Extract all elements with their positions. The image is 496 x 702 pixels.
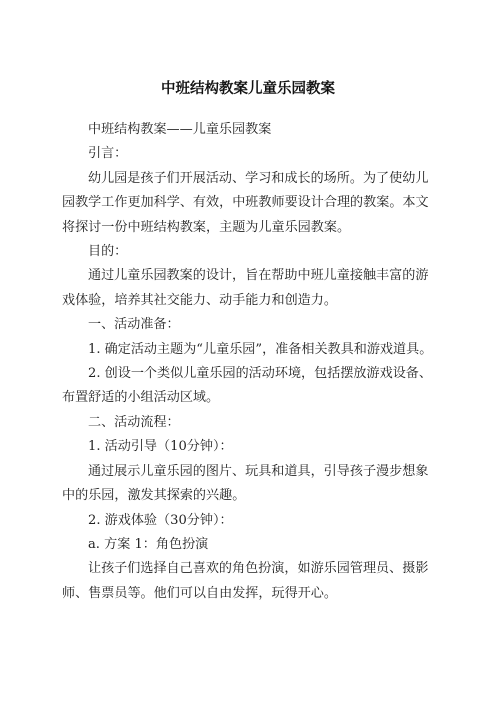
preparation-item-2: 2. 创设一个类似儿童乐园的活动环境，包括摆放游戏设备、布置舒适的小组活动区域。: [62, 366, 432, 406]
section-heading-introduction: 引言：: [88, 146, 128, 162]
section-heading-procedure: 二、活动流程：: [88, 414, 180, 430]
plan-1-paragraph: 让孩子们选择自己喜欢的角色扮演，如游乐园管理员、摄影师、售票员等。他们可以自由发挥，玩得开心。: [62, 561, 429, 601]
subtitle-paragraph: 中班结构教案——儿童乐园教案: [88, 122, 272, 137]
section-heading-purpose: 目的：: [88, 244, 128, 260]
document-body: [62, 118, 434, 606]
procedure-step-1-paragraph: 通过展示儿童乐园的图片、玩具和道具，引导孩子漫步想象中的乐园，激发其探索的兴趣。: [62, 463, 429, 504]
introduction-paragraph: 幼儿园是孩子们开展活动、学习和成长的场所。为了使幼儿园教学工作更加科学、有效，中班教师要设计合理的教案。本文将探讨一份中班结构教案，主题为儿童乐园教案。: [62, 170, 429, 235]
section-heading-preparation: 一、活动准备：: [88, 317, 180, 333]
procedure-step-1-heading: 1. 活动引导（10分钟）：: [88, 439, 233, 455]
document-title: 中班结构教案儿童乐园教案: [161, 81, 335, 97]
purpose-paragraph: 通过儿童乐园教案的设计，旨在帮助中班儿童接触丰富的游戏体验，培养其社交能力、动手能力和创造力。: [62, 268, 429, 308]
preparation-item-1: 1. 确定活动主题为“儿童乐园”，准备相关教具和游戏道具。: [88, 341, 433, 357]
procedure-step-2-heading: 2. 游戏体验（30分钟）：: [88, 512, 233, 528]
plan-1-heading: a. 方案 1：角色扮演: [88, 536, 209, 552]
